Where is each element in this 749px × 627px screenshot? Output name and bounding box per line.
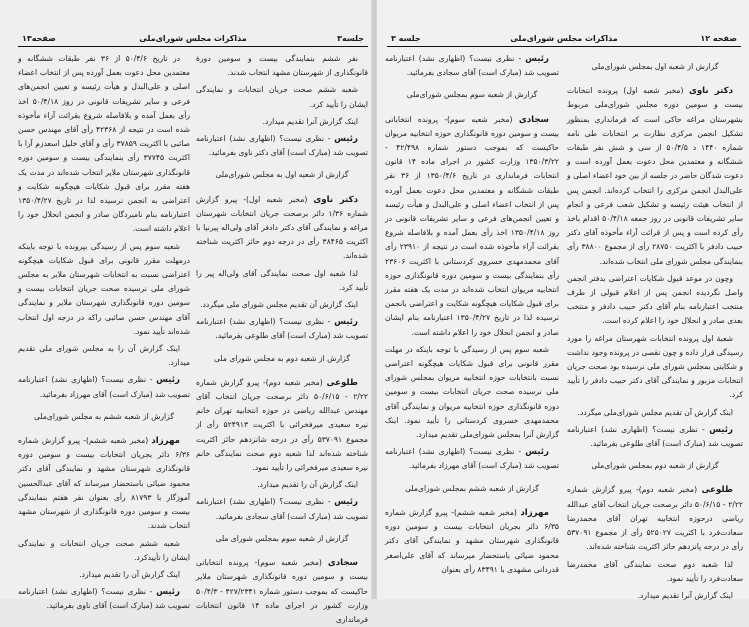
speaker-paragraph bbox=[567, 423, 743, 451]
speaker-name: دکتر ناوی bbox=[688, 86, 733, 97]
paragraph-text: گزارش از شعبه دوم به مجلس شورای ملی bbox=[214, 353, 350, 363]
speaker-name: طلوعی bbox=[326, 377, 358, 388]
page-header bbox=[18, 34, 368, 47]
paragraph-text: (مخبر شعبه سوم)- پرونده انتخاباتی بیست و سومین دوره قانونگذاری شهرستان ملایر حاکیست که بموجب دستور شماره ۴۲۷/۲۳۴۱ - ۵۰/۴/۳ وزارت کشور در اجرای ماده ۱۴ قانون انتخابات فرمانداری bbox=[196, 558, 368, 624]
section-heading bbox=[385, 88, 559, 102]
running-title: مذاکرات مجلس شورای‌ملی bbox=[139, 34, 247, 43]
speaker-name: مهرزاد bbox=[151, 436, 180, 447]
speaker-paragraph bbox=[385, 113, 559, 340]
paragraph-text: اینک گزارش آن را تقدیم میدارد. bbox=[79, 569, 180, 579]
paragraph-text: (مخبر شعبه اول) پرونده انتخابات بیست و سومین دوره مجلس شورای‌ملی مربوط بشهرستان مراغه حاکی است که فرمانداری بمنظور تشکیل انجمن مرکزی نظارت بر انتخابات طی نامه شماره ۱۴۴۰ د ۵۰/۴/۵ از سی و شش نفر طبقات ششگانه و معتمدین محل دعوت بعمل آورده است و دعوت شدگان حاضر در جلسه از بین خود اعضاء اصلی و علی‌البدل انجمن مرکزی را انتخاب کرده‌اند. انجمن پس از انتخاب هیئت رئیسه و تشکیل شعب فرعی و انجام سایر تشریفات قانونی در روز جمعه ۵۰/۴/۱۸ اقدام باخذ رأی کرده است و پس از قرائت آراء مأخوذه آقای دکتر حبیب دادفر با اکثریت ۲۸۷۵۰ رأی از مجموع ۳۸۸۰۰ رأی بنمایندگی مجلس شورای ملی انتخاب شده‌اند. bbox=[567, 86, 743, 266]
paragraph bbox=[567, 406, 743, 420]
paragraph bbox=[567, 589, 743, 603]
paragraph-text: (مخبر شعبه سوم)- پرونده انتخاباتی بیست و سومین دوره قانونگذاری حوزه انتخابیه مریوان حاکیست که بموجب دستور شماره ۴۲/۴۹۸ - ۱۳۵۰/۳/۲۲ وزارت کشور در اجرای ماده ۱۴ قانون انتخابات فرمانداری در تاریخ ۱۳۵۰/۴/۶ از ۳۶ نفر طبقات ششگانه و معتمدین محل دعوت بعمل آورده پس از انتخاب اعضاء اصلی و علی‌البدل و هیأت رئیسه و تعیین انجمن‌های فرعی و سایر تشریفات قانونی در روز ۱۳۵۰/۴/۱۸ اخذ رأی بعمل آمده و بلافاصله شروع بقرائت آراء مأخوذه شده است در نتیجه از ۲۳۹۱۰ رأی آقای محمدمهدی خسروی کردستانی با اکثریت ۲۳۶۰۶ رأی بنمایندگی بیست و سومین دوره قانونگذاری حوزه انتخابیه مریوان انتخاب شده‌اند در مدت یک هفته مقرر برای قبول شکایات هیچگونه شکایت و اعتراضی بانجمن نرسیده لذا در تاریخ ۱۳۵۰/۴/۲۷ اعتبارنامه بنام ایشان صادر و انجمن انحلال خود را اعلام داشته است. bbox=[385, 114, 560, 337]
section-heading bbox=[385, 482, 559, 496]
speaker-paragraph bbox=[196, 132, 368, 160]
speaker-name: مهرزاد bbox=[520, 507, 549, 518]
paragraph-text: گزارش از شعبه ششم بمجلس شورای‌ملی bbox=[405, 483, 539, 493]
paragraph-text: (مخبر شعبه ششم)- پیرو گزارش شماره ۶/۳۶ دائر بجریان انتخابات بیست و سومین دوره قانونگذاری شهرستان مشهد و نمایندگی آقای دکتر محمود ضیائی باستحضار میرساند که آقای عبدالحسین آموزگار با ۸۱۷۹۳ رأی بعنوان نفر هفتم بنمایندگی بیست و سومین دوره قانونگذاری از شهرستان مشهد انتخاب شدند. bbox=[18, 436, 191, 531]
paragraph-text: لذا شعبه اول صحت نمایندگی آقای ولی‌اله پیر را تأیید کرد. bbox=[196, 268, 368, 292]
speaker-name: رئیس bbox=[156, 587, 180, 598]
section-heading bbox=[18, 410, 190, 424]
speaker-name: رئیس bbox=[525, 447, 549, 458]
speaker-name: رئیس bbox=[334, 134, 358, 145]
text-column bbox=[567, 52, 743, 600]
paragraph bbox=[18, 240, 190, 339]
speaker-paragraph bbox=[385, 506, 559, 577]
paragraph bbox=[567, 558, 743, 586]
running-title: مذاکرات مجلس شورای‌ملی bbox=[510, 34, 618, 43]
paragraph-text: وچون در موعد قبول شکایات اعتراضی بدفتر انجمن واصل نگردیده انجمن پس از اعلام قبولی از طرف منتخب اعتبارنامه بنام آقای دکتر حبیب دادفر و منتخب بعدی صادر و انحلال خود را اعلام کرده است. bbox=[567, 273, 743, 326]
left-page bbox=[0, 0, 373, 624]
paragraph-text: - نظری نیست؟ (اظهاری نشد) اعتبارنامه تصویب شد (مبارک است) آقای سجادی بفرمائید. bbox=[385, 54, 559, 78]
section-heading bbox=[196, 352, 368, 366]
paragraph-text: (مخبر شعبه اول)- پیرو گزارش شماره ۱/۳۶ دائر برصحت جریان انتخابات شهرستان مراغه و نمایندگی آقای دکتر دادفر آقای ولی‌اله پیرنیا با اکثریت ۳۸۴۶۵ رأی در درجه دوم حائز اکثریت شناخته شده‌اند. bbox=[196, 194, 368, 261]
section-heading bbox=[567, 60, 743, 74]
page-number: صفحه۱۳ bbox=[22, 34, 56, 43]
paragraph-text: در تاریخ ۵۰/۴/۶ از ۳۶ نفر طبقات ششگانه و معتمدین محل دعوت بعمل آورده پس از انتخاب اعضاء اصلی و علی‌البدل و هیأت رئیسه و تعیین انجمن‌های فرعی و سایر تشریفات قانونی در روز ۵۰/۴/۱۸ اخذ رأی بعمل آمده و بلافاصله شروع بقرائت آراء مأخوذه شده است در نتیجه از ۴۲۳۶۸ رأی آقای مهندس حسن صائبی با اکثریت ۳۷۸۵۹ رأی و آقای خلیل اسعدزم آرا با اکثریت ۳۷۷۴۵ رأی بنمایندگی بیست و سومین دوره قانونگذاری شهرستان ملایر انتخاب شده‌اند در مدت یک هفته مقرر برای قبول شکایات هیچگونه شکایت و اعتراضی به انجمن نرسیده لذا در تاریخ ۱۳۵۰/۴/۲۷ اعتبارنامه بنام نامبردگان صادر و انجمن انحلال خود را اعلام داشته است. bbox=[18, 54, 190, 234]
speaker-name: طلوعی bbox=[701, 485, 733, 496]
paragraph-text: - نظری نیست؟ (اظهاری نشد) اعتبارنامه تصویب شد (مبارک است) آقای مهرزاد بفرمائید. bbox=[385, 447, 559, 471]
paragraph-text: - نظری نیست؟ (اظهاری نشد) اعتبارنامه تصویب شد (مبارک است) آقای ناوی بفرمائید. bbox=[18, 587, 190, 611]
paragraph bbox=[18, 52, 190, 237]
paragraph-text: گزارش از شعبه سوم بمجلس شورای ملی bbox=[215, 533, 349, 543]
paragraph-text: لذا شعبه دوم صحت نمایندگی آقای محمدرضا سعادت‌فرد را تأیید نمود. bbox=[567, 559, 743, 583]
speaker-paragraph bbox=[196, 376, 368, 475]
paragraph bbox=[567, 272, 743, 329]
speaker-name: رئیس bbox=[334, 497, 358, 508]
paragraph-text: اینک گزارش آنرا تقدیم میدارد. bbox=[262, 116, 358, 126]
session-label: جلسه۳ bbox=[337, 34, 364, 43]
paragraph-text: شعبه سوم پس از رسیدگی بپرونده با توجه باینکه درمهلت مقرر قانونی برای قبول شکایات هیچگونه اعتراضی نسبت به انتخابات شهرستان ملایر به مجلس شورای ملی نرسیده صحت جریان انتخابات بیست و سومین دوره قانونگذاری شهرستان ملایر و نمایندگی آقای مهندس حسن صائبی راکه در درجه اول انتخاب شده‌اند تأیید نمود. bbox=[18, 241, 190, 336]
paragraph-text: شعبه ششم صحت جریان انتخابات و نمایندگی ایشان را تأیید کرد. bbox=[196, 85, 368, 109]
text-column bbox=[196, 52, 368, 624]
paragraph-text: نفر ششم بنمایندگی بیست و سومین دورهٔ قانونگذاری از شهرستان مشهد انتخاب شدند. bbox=[196, 54, 368, 78]
paragraph bbox=[567, 332, 743, 403]
speaker-paragraph bbox=[18, 585, 190, 613]
page-header bbox=[387, 34, 741, 47]
speaker-name: رئیس bbox=[334, 317, 358, 328]
paragraph-text: شعبه سوم پس از رسیدگی با توجه باینکه در مهلت مقرر قانونی برای قبول شکایات هیچگونه اعتراضی نسبت بانتخابات حوزه انتخابیه مریوان بمجلس شورای ملی نرسیده صحت جریان انتخابات بیست و سومین دوره قانونگذاری حوزه انتخابیه مریوان و نمایندگی آقای محمدمهدی خسروی کردستانی را تأیید نمود. اینک گزارش آنرا بمجلس شورای‌ملی تقدیم میدارد. bbox=[385, 344, 559, 440]
paragraph bbox=[18, 342, 190, 370]
speaker-name: سجادی bbox=[518, 114, 549, 125]
paragraph-text: (مخبر شعبه دوم)- پیرو گزارش شماره ۲/۲۲ - ۵۰/۶/۱۵ دائر برصحت جریان انتخاب آقای عبدالله ریاضی درحوزه انتخابیه تهران آقای محمدرضا سعادت‌فرد با اکثریت ۵۲۵۰۲۷ رأی از مجموع ۵۳۷۰۹۱ رأی در درجه پانزدهم حائز اکثریت شناخته شده‌اند. bbox=[567, 485, 743, 552]
page-number: صفحه ۱۲ bbox=[700, 34, 737, 43]
speaker-paragraph bbox=[196, 193, 368, 264]
speaker-name: رئیس bbox=[709, 424, 733, 435]
paragraph-text: شعبهٔ اول پرونده انتخابات شهرستان مراغه را مورد رسیدگی قرار داده و چون نقصی در پرونده وجود نداشت و شکایتی بمجلس شورای ملی نرسیده بود صحت جریان انتخابات مزبور و نمایندگی آقای دکتر حبیب دادفر را تأیید کرد. bbox=[567, 333, 743, 400]
speaker-paragraph bbox=[385, 52, 559, 80]
paragraph-text: اینک گزارش آن تقدیم مجلس شورای‌ملی میگردد. bbox=[577, 407, 733, 417]
speaker-name: رئیس bbox=[156, 375, 180, 386]
right-page bbox=[377, 0, 749, 599]
paragraph-text: - نظری نیست؟ (اظهاری نشد) اعتبارنامه تصویب شد (مبارک است) آقای دکتر ناوی بفرمائید. bbox=[196, 134, 368, 158]
speaker-name: رئیس bbox=[525, 54, 549, 64]
paragraph-text: - نظری نیست؟ (اظهاری نشد) اعتبارنامه تصویب شد (مبارک است) آقای طلوعی بفرمائید. bbox=[196, 317, 368, 341]
paragraph-text: (مخبر شعبه ششم)- پیرو گزارش شماره ۶/۳۵ دائر بجریان انتخابات بیست و سومین دوره قانونگذاری شهرستان مشهد و نمایندگی آقای دکتر محمود ضیائی باستحضار میرساند که آقای علی‌اصغر قدردانی مشهدی با ۸۳۴۹۱ رأی بعنوان bbox=[385, 507, 559, 574]
section-heading bbox=[567, 459, 743, 473]
paragraph-text: گزارش از شعبه سوم بمجلس شورای‌ملی bbox=[406, 90, 538, 100]
speaker-paragraph bbox=[196, 315, 368, 343]
speaker-paragraph bbox=[196, 495, 368, 523]
paragraph bbox=[18, 537, 190, 565]
paragraph-text: شعبه ششم صحت جریان انتخابات و نمایندگی ایشان را تأییدکرد. bbox=[18, 538, 190, 562]
speaker-paragraph bbox=[385, 445, 559, 473]
session-label: جلسه ۳ bbox=[391, 34, 421, 43]
paragraph-text: گزارش از شعبه اول به مجلس شورای‌ملی bbox=[215, 170, 349, 180]
speaker-name: دکتر ناوی bbox=[313, 194, 358, 205]
paragraph bbox=[385, 343, 559, 442]
text-column bbox=[385, 52, 559, 587]
paragraph-text: گزارش از شعبه ششم به مجلس شورای‌ملی bbox=[34, 411, 174, 421]
section-heading bbox=[196, 532, 368, 546]
paragraph-text: گزارش از شعبه اول بمجلس شورای‌ملی bbox=[591, 62, 719, 71]
paragraph bbox=[18, 568, 190, 582]
paragraph-text: - نظری نیست؟ (اظهاری نشد) اعتبارنامه تصویب شد (مبارک است) آقای طلوعی بفرمائید. bbox=[567, 424, 743, 449]
paragraph bbox=[196, 298, 368, 312]
speaker-paragraph bbox=[18, 434, 190, 533]
section-heading bbox=[196, 168, 368, 182]
paragraph bbox=[196, 83, 368, 111]
paragraph-text: اینک گزارش آن تقدیم مجلس شورای ملی میگردد. bbox=[200, 300, 358, 310]
paragraph-text: گزارش از شعبه دوم بمجلس شورای‌ملی bbox=[591, 461, 719, 471]
paragraph-text: - نظری نیست؟ (اظهاری نشد) اعتبارنامه تصویب شد (مبارک است) آقای مهرزاد بفرمائید. bbox=[18, 375, 190, 399]
speaker-name: سجادی bbox=[327, 558, 358, 569]
speaker-paragraph bbox=[567, 84, 743, 269]
paragraph bbox=[196, 478, 368, 492]
paragraph-text: اینک گزارش آن را به مجلس شورای ملی تقدیم میدارد. bbox=[18, 344, 190, 368]
speaker-paragraph bbox=[567, 483, 743, 554]
paragraph bbox=[196, 267, 368, 295]
paragraph-text: (مخبر شعبه دوم)- پیرو گزارش شماره ۲/۲۲ - ۵۰/۶/۱۵ دائر برصحت جریان انتخاب آقای مهندس عبدالله ریاضی در حوزه انتخابیه تهران خانم نیره سعیدی میرفخرائی با اکثریت ۵۲۴۹۱۳ رأی از مجموع ۵۳۷۰۹۱ رأی در درجه شانزدهم حائز اکثریت شناخته شده‌اند لذا شعبه دوم صحت نمایندگی خانم نیره سعیدی میرفخرائی را تأیید نمود. bbox=[196, 377, 368, 473]
paragraph bbox=[196, 52, 368, 80]
speaker-paragraph bbox=[196, 556, 368, 627]
paragraph bbox=[196, 115, 368, 129]
paragraph-text: اینک گزارش آنرا تقدیم میدارد. bbox=[637, 590, 733, 600]
speaker-paragraph bbox=[18, 373, 190, 401]
text-column bbox=[18, 52, 191, 611]
paragraph-text: اینک گزارش آن را تقدیم میدارد. bbox=[257, 480, 358, 490]
paragraph-text: - نظری نیست؟ (اظهاری نشد) اعتبارنامه تصویب شد (مبارک است) آقای سجادی بفرمائید. bbox=[196, 497, 368, 521]
